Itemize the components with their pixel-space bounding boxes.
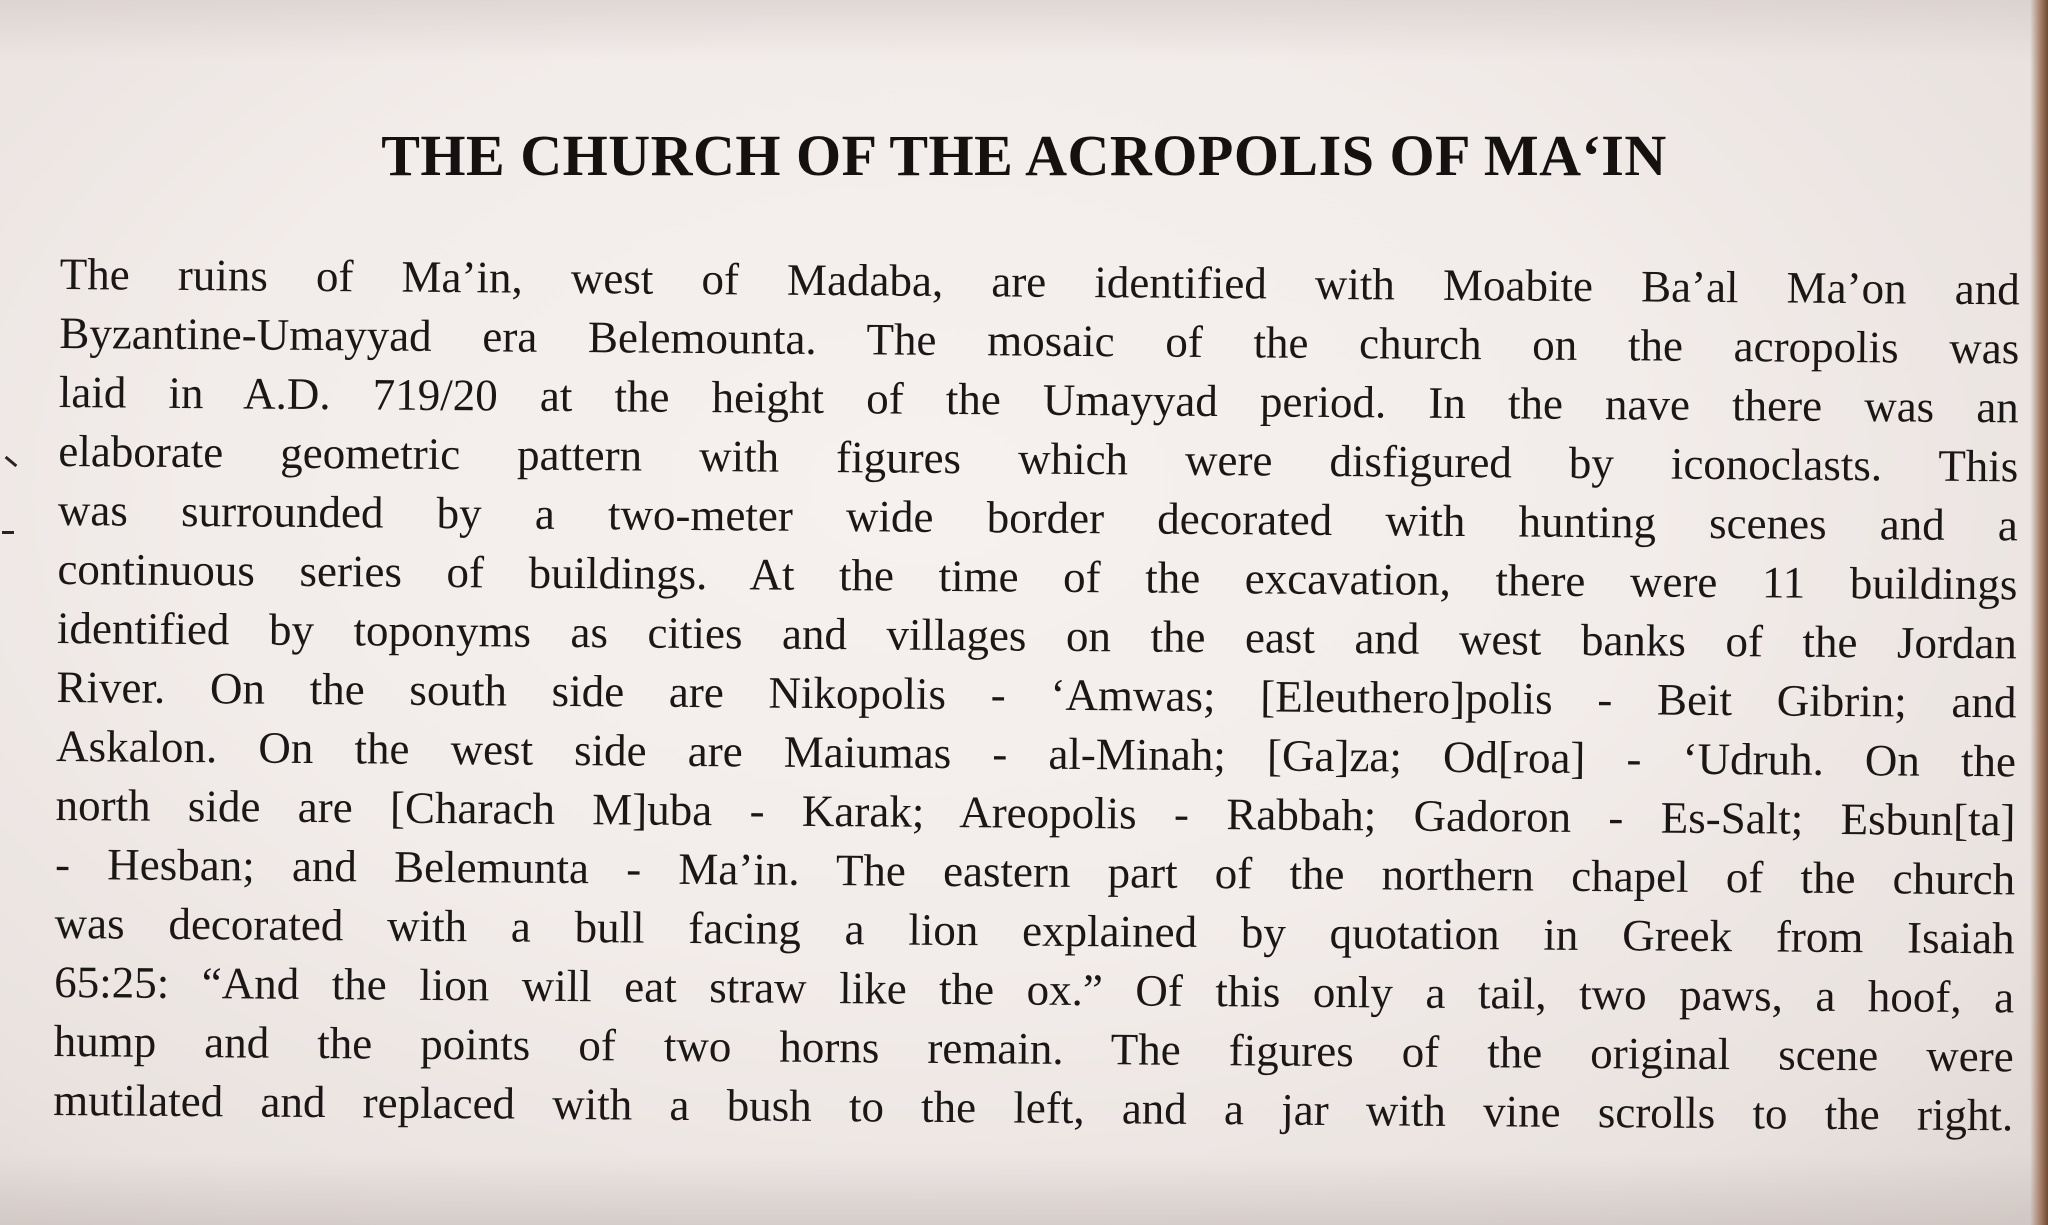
text-line: was surrounded by a two-meter wide border decorated with hunting scenes and a: [57, 484, 2019, 551]
document-title: THE CHURCH OF THE ACROPOLIS OF MA‘IN: [381, 123, 1667, 188]
text-line: The ruins of Ma’in, west of Madaba, are identified with Moabite Ba’al Ma’on and: [59, 248, 2020, 315]
page-top-shadow: [0, 0, 2048, 60]
text-line: 65:25: “And the lion will eat straw like the ox.” Of this only a tail, two paws, a hoof, a: [54, 956, 2015, 1023]
text-line: Askalon. On the west side are Maiumas - al-Minah; [Ga]za; Od[roa] - ‘Udruh. On the: [55, 720, 2017, 787]
text-line: identified by toponyms as cities and villages on the east and west banks of the Jordan: [56, 602, 2018, 669]
text-line: mutilated and replaced with a bush to the left, and a jar with vine scrolls to the right.: [53, 1074, 2014, 1141]
body-paragraph: [53, 245, 2020, 1145]
text-line: elaborate geometric pattern with figures which were disfigured by iconoclasts. This: [58, 425, 2019, 492]
text-line: - Hesban; and Belemunta - Ma’in. The eastern part of the northern chapel of the church: [54, 838, 2016, 905]
page-bottom-shadow: [0, 1155, 2048, 1225]
text-line: continuous series of buildings. At the time of the excavation, there were 11 buildings: [57, 543, 2018, 610]
text-line: was decorated with a bull facing a lion explained by quotation in Greek from Isaiah: [54, 897, 2015, 964]
margin-mark: [5, 456, 18, 467]
text-line: laid in A.D. 719/20 at the height of the Umayyad period. In the nave there was an: [58, 366, 2019, 433]
text-line: north side are [Charach M]uba - Karak; Areopolis - Rabbah; Gadoron - Es-Salt; Esbun[ta]: [55, 779, 2016, 846]
text-line: River. On the south side are Nikopolis - ‘Amwas; [Eleuthero]polis - Beit Gibrin; and: [56, 661, 2017, 728]
margin-mark: [2, 531, 14, 534]
text-line: hump and the points of two horns remain. The figures of the original scene were: [53, 1015, 2014, 1082]
text-line: Byzantine-Umayyad era Belemounta. The mosaic of the church on the acropolis was: [59, 307, 2020, 374]
